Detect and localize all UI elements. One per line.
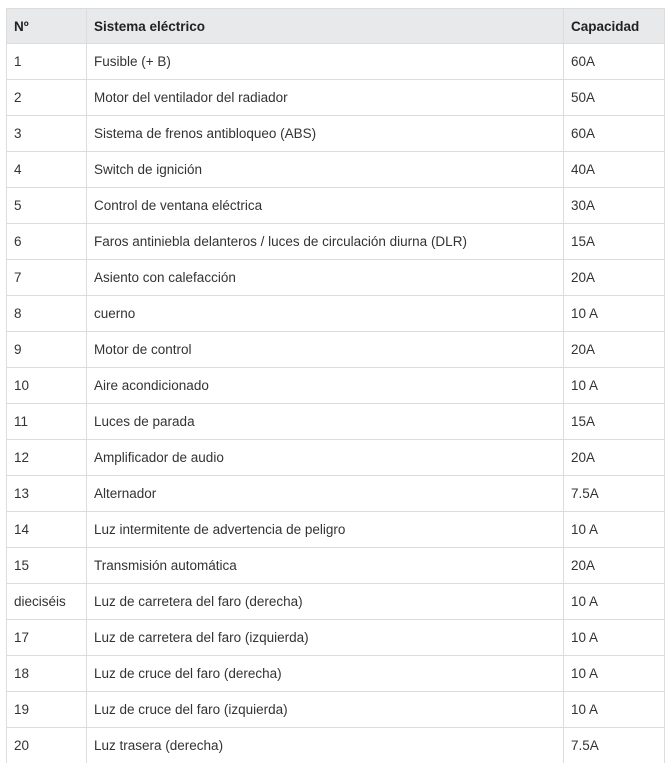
cell-number: 9 (7, 332, 87, 368)
cell-capacity: 7.5A (564, 728, 665, 764)
cell-capacity: 10 A (564, 620, 665, 656)
table-row (7, 440, 665, 476)
cell-number: dieciséis (7, 584, 87, 620)
table-row (7, 224, 665, 260)
table-row (7, 656, 665, 692)
table-row (7, 188, 665, 224)
cell-number: 10 (7, 368, 87, 404)
cell-capacity: 40A (564, 152, 665, 188)
cell-electrical-system: Alternador (87, 476, 564, 512)
table-header (7, 9, 665, 44)
table-row (7, 692, 665, 728)
cell-capacity: 20A (564, 548, 665, 584)
cell-number: 19 (7, 692, 87, 728)
table-row (7, 368, 665, 404)
table-row (7, 404, 665, 440)
cell-electrical-system: Switch de ignición (87, 152, 564, 188)
header-row (7, 9, 665, 44)
table-row (7, 512, 665, 548)
cell-capacity: 10 A (564, 296, 665, 332)
cell-number: 12 (7, 440, 87, 476)
cell-electrical-system: Motor del ventilador del radiador (87, 80, 564, 116)
cell-capacity: 15A (564, 404, 665, 440)
cell-electrical-system: Luz de carretera del faro (derecha) (87, 584, 564, 620)
cell-capacity: 60A (564, 116, 665, 152)
cell-number: 5 (7, 188, 87, 224)
cell-number: 2 (7, 80, 87, 116)
cell-capacity: 15A (564, 224, 665, 260)
cell-capacity: 60A (564, 44, 665, 80)
table-row (7, 332, 665, 368)
header-electrical-system: Sistema eléctrico (87, 9, 564, 44)
table-row (7, 296, 665, 332)
cell-electrical-system: Luz de cruce del faro (derecha) (87, 656, 564, 692)
table-row (7, 152, 665, 188)
cell-capacity: 10 A (564, 656, 665, 692)
cell-capacity: 20A (564, 440, 665, 476)
cell-electrical-system: Sistema de frenos antibloqueo (ABS) (87, 116, 564, 152)
cell-electrical-system: Luces de parada (87, 404, 564, 440)
cell-electrical-system: Transmisión automática (87, 548, 564, 584)
table-row (7, 260, 665, 296)
cell-number: 8 (7, 296, 87, 332)
cell-number: 17 (7, 620, 87, 656)
cell-capacity: 30A (564, 188, 665, 224)
cell-number: 18 (7, 656, 87, 692)
cell-capacity: 10 A (564, 584, 665, 620)
cell-electrical-system: Amplificador de audio (87, 440, 564, 476)
table-row (7, 584, 665, 620)
cell-number: 7 (7, 260, 87, 296)
cell-capacity: 20A (564, 260, 665, 296)
fuse-table-container (6, 8, 664, 763)
table-row (7, 548, 665, 584)
cell-capacity: 20A (564, 332, 665, 368)
cell-number: 11 (7, 404, 87, 440)
fuse-table (6, 8, 665, 763)
table-row (7, 476, 665, 512)
table-row (7, 80, 665, 116)
cell-capacity: 50A (564, 80, 665, 116)
cell-number: 15 (7, 548, 87, 584)
cell-number: 1 (7, 44, 87, 80)
cell-number: 4 (7, 152, 87, 188)
table-body (7, 44, 665, 764)
cell-number: 6 (7, 224, 87, 260)
table-row (7, 116, 665, 152)
cell-electrical-system: Luz trasera (derecha) (87, 728, 564, 764)
cell-capacity: 10 A (564, 692, 665, 728)
table-row (7, 44, 665, 80)
cell-number: 14 (7, 512, 87, 548)
cell-electrical-system: Motor de control (87, 332, 564, 368)
cell-capacity: 10 A (564, 368, 665, 404)
header-number: Nº (7, 9, 87, 44)
cell-number: 20 (7, 728, 87, 764)
table-row (7, 620, 665, 656)
cell-number: 13 (7, 476, 87, 512)
cell-electrical-system: Luz de cruce del faro (izquierda) (87, 692, 564, 728)
cell-electrical-system: Control de ventana eléctrica (87, 188, 564, 224)
header-capacity: Capacidad (564, 9, 665, 44)
cell-electrical-system: Asiento con calefacción (87, 260, 564, 296)
cell-electrical-system: Fusible (+ B) (87, 44, 564, 80)
table-row (7, 728, 665, 764)
cell-electrical-system: Luz intermitente de advertencia de peligro (87, 512, 564, 548)
cell-electrical-system: cuerno (87, 296, 564, 332)
cell-electrical-system: Aire acondicionado (87, 368, 564, 404)
cell-electrical-system: Luz de carretera del faro (izquierda) (87, 620, 564, 656)
cell-number: 3 (7, 116, 87, 152)
cell-electrical-system: Faros antiniebla delanteros / luces de circulación diurna (DLR) (87, 224, 564, 260)
cell-capacity: 7.5A (564, 476, 665, 512)
cell-capacity: 10 A (564, 512, 665, 548)
